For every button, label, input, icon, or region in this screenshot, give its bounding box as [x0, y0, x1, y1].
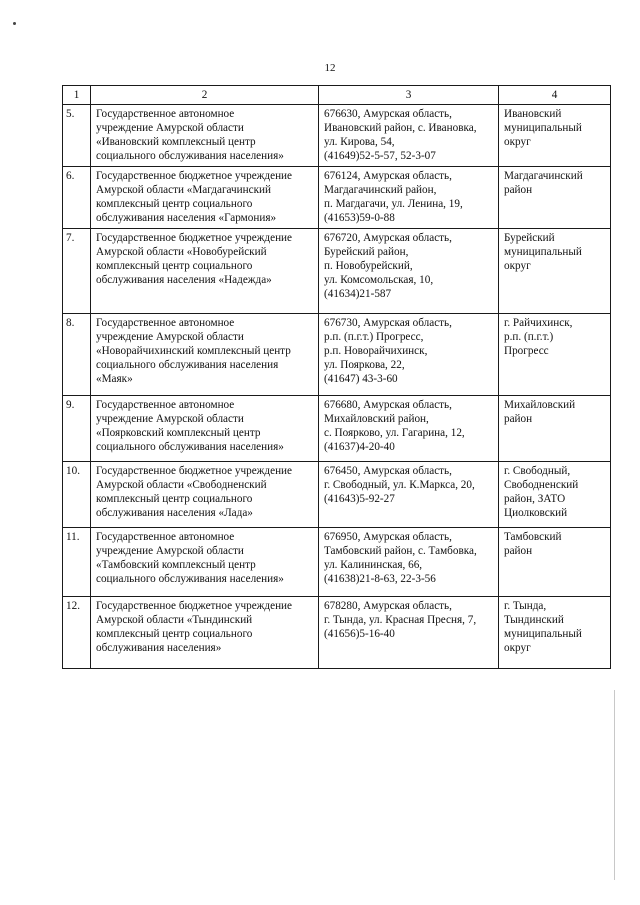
- institution-name: Государственное автономное учреждение Амурской области «Тамбовский комплексный центр социального обслуживания населения»: [91, 528, 319, 597]
- institution-name: Государственное бюджетное учреждение Амурской области «Магдагачинский комплексный центр социального обслуживания населения «Гармония»: [91, 167, 319, 229]
- institution-name: Государственное автономное учреждение Амурской области «Ивановский комплексный центр социального обслуживания населения»: [91, 105, 319, 167]
- row-number: 11.: [63, 528, 91, 597]
- institution-name: Государственное бюджетное учреждение Амурской области «Свободненский комплексный центр социального обслуживания населения «Лада»: [91, 462, 319, 528]
- service-area: Магдагачинский район: [499, 167, 611, 229]
- institution-address: 676630, Амурская область, Ивановский район, с. Ивановка, ул. Кирова, 54, (41649)52-5-57, 52-3-07: [319, 105, 499, 167]
- service-area: г. Тында, Тындинский муниципальный округ: [499, 597, 611, 669]
- institution-address: 676730, Амурская область, р.п. (п.г.т.) Прогресс, р.п. Новорайчихинск, ул. Пояркова, 22, (41647) 43-3-60: [319, 314, 499, 396]
- header-col-3: 3: [319, 86, 499, 105]
- service-area: Тамбовский район: [499, 528, 611, 597]
- scan-artifact: [13, 22, 16, 25]
- institution-address: 678280, Амурская область, г. Тында, ул. Красная Пресня, 7, (41656)5-16-40: [319, 597, 499, 669]
- table-row: [63, 167, 611, 229]
- header-col-1: 1: [63, 86, 91, 105]
- row-number: 7.: [63, 229, 91, 314]
- table-row: [63, 314, 611, 396]
- institution-address: 676680, Амурская область, Михайловский район, с. Поярково, ул. Гагарина, 12, (41637)4-20-40: [319, 396, 499, 462]
- row-number: 5.: [63, 105, 91, 167]
- table-row: [63, 597, 611, 669]
- institution-name: Государственное бюджетное учреждение Амурской области «Тындинский комплексный центр социального обслуживания населения»: [91, 597, 319, 669]
- institution-address: 676124, Амурская область, Магдагачинский район, п. Магдагачи, ул. Ленина, 19, (41653)59-0-88: [319, 167, 499, 229]
- institution-name: Государственное автономное учреждение Амурской области «Поярковский комплексный центр социального обслуживания населения»: [91, 396, 319, 462]
- table-row: [63, 396, 611, 462]
- table-row: [63, 462, 611, 528]
- row-number: 9.: [63, 396, 91, 462]
- header-col-2: 2: [91, 86, 319, 105]
- service-area: Ивановский муниципальный округ: [499, 105, 611, 167]
- row-number: 6.: [63, 167, 91, 229]
- page-number: 12: [324, 62, 336, 74]
- table-row: [63, 528, 611, 597]
- service-area: Михайловский район: [499, 396, 611, 462]
- service-area: г. Свободный, Свободненский район, ЗАТО Циолковский: [499, 462, 611, 528]
- institution-address: 676720, Амурская область, Бурейский район, п. Новобурейский, ул. Комсомольская, 10, (41634)21-587: [319, 229, 499, 314]
- row-number: 10.: [63, 462, 91, 528]
- header-col-4: 4: [499, 86, 611, 105]
- table-header-row: [63, 86, 611, 105]
- institution-name: Государственное автономное учреждение Амурской области «Новорайчихинский комплексный центр социального обслуживания населения «Маяк»: [91, 314, 319, 396]
- scan-artifact: [614, 690, 615, 880]
- institution-address: 676950, Амурская область, Тамбовский район, с. Тамбовка, ул. Калининская, 66, (41638)21-8-63, 22-3-56: [319, 528, 499, 597]
- row-number: 8.: [63, 314, 91, 396]
- institution-address: 676450, Амурская область, г. Свободный, ул. К.Маркса, 20, (41643)5-92-27: [319, 462, 499, 528]
- institutions-table: [62, 85, 611, 669]
- row-number: 12.: [63, 597, 91, 669]
- service-area: г. Райчихинск, р.п. (п.г.т.) Прогресс: [499, 314, 611, 396]
- institution-name: Государственное бюджетное учреждение Амурской области «Новобурейский комплексный центр социального обслуживания населения «Надежда»: [91, 229, 319, 314]
- table-row: [63, 229, 611, 314]
- table-row: [63, 105, 611, 167]
- service-area: Бурейский муниципальный округ: [499, 229, 611, 314]
